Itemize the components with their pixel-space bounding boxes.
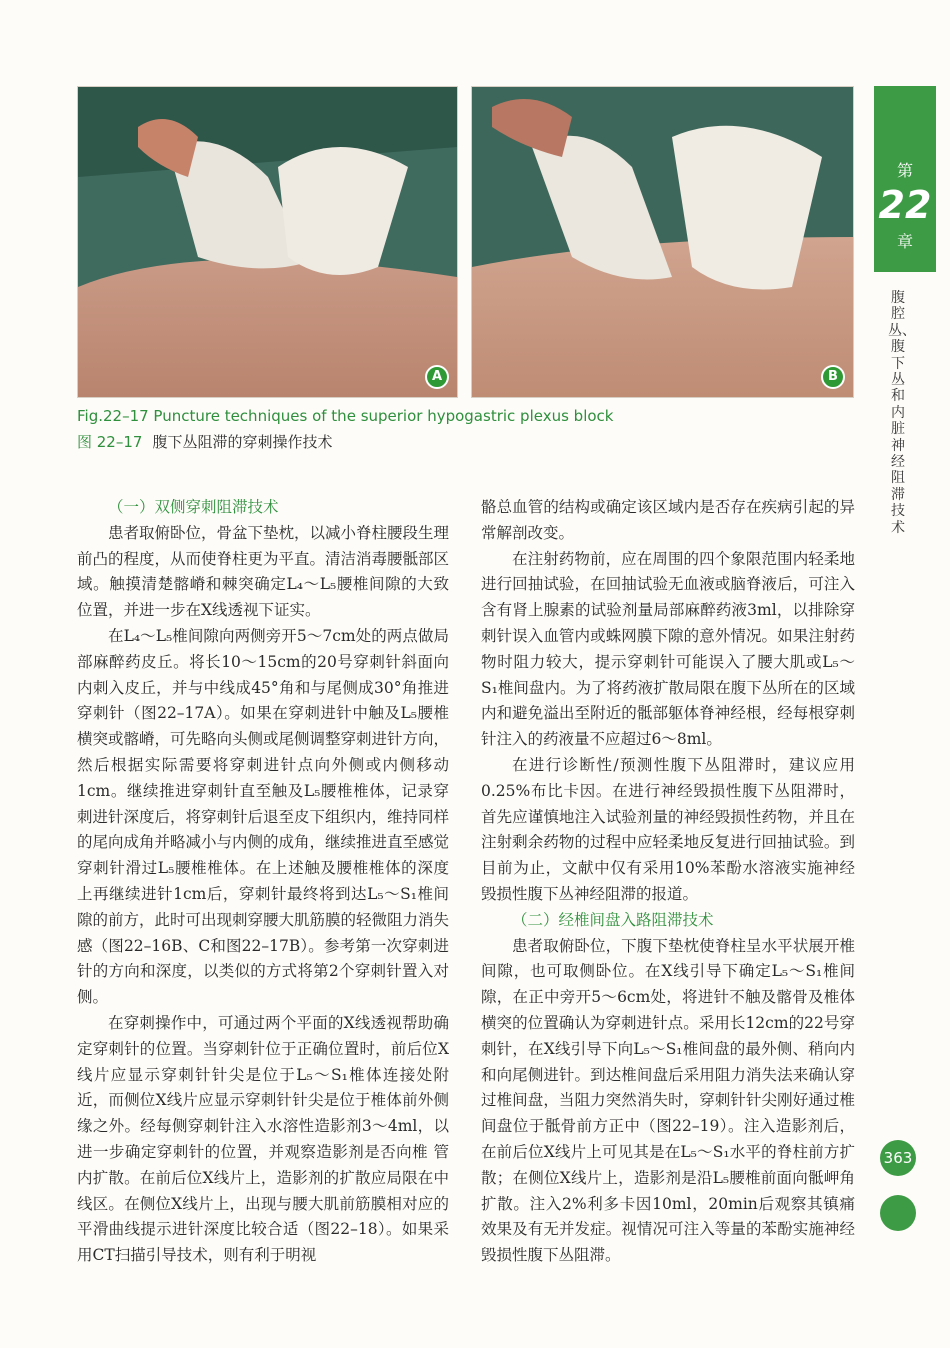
- chapter-tab: [874, 86, 936, 272]
- section-heading-transdiscal: （二）经椎间盘入路阻滞技术: [512, 910, 714, 929]
- chapter-number: 22: [878, 183, 932, 227]
- figure-caption-english: Fig.22–17 Puncture techniques of the superior hypogastric plexus block: [77, 407, 614, 425]
- paragraph-continued: 骼总血管的结构或确定该区域内是否存在疾病引起的异常解剖改变。: [481, 498, 855, 542]
- figure-photo-a: [77, 86, 458, 398]
- chapter-prefix: 第: [896, 161, 913, 180]
- page-number: 363: [880, 1140, 916, 1176]
- figure-photo-b: [471, 86, 854, 398]
- paragraph: 患者取俯卧位，骨盆下垫枕，以减小脊柱腰段生理前凸的程度，从而使脊柱更为平直。清洁消毒腰骶部区域。触摸清楚髂嵴和棘突确定L₄～L₅腰椎间隙的大致位置，并进一步在X线透视下证实。: [77, 523, 450, 620]
- paragraph: 患者取俯卧位，下腹下垫枕使脊柱呈水平状展开椎间隙，也可取侧卧位。在X线引导下确定L₅～S₁椎间隙，在正中旁开5～6cm处，将进针不触及髂骨及椎体横突的位置确认为穿刺进针点。采用长12cm的22号穿刺针，在X线引导下向L₅～S₁椎间盘的最外侧、稍向内和向尾侧进针。到达椎间盘后采用阻力消失法来确认穿过椎间盘，当阻力突然消失时，穿刺针针尖刚好通过椎间盘位于骶骨前方正中（图22–19）。注入造影剂后，在前后位X线片上可见其是在L₅～S₁水平的脊柱前方扩散；在侧位X线片上，造影剂是沿L₅腰椎前面向骶岬角扩散。注入2%利多卡因10ml，20min后观察其镇痛效果及有无并发症。视情况可注入等量的苯酚实施神经毁损性腹下丛阻滞。: [481, 936, 855, 1265]
- photo-a-image: [78, 87, 457, 397]
- photo-b-image: [472, 87, 853, 397]
- section-heading-bilateral: （一）双侧穿刺阻滞技术: [108, 498, 279, 516]
- left-column: [77, 495, 449, 1269]
- paragraph: 在进行诊断性/预测性腹下丛阻滞时，建议应用0.25%布比卡因。在进行神经毁损性腹下丛阻滞时，首先应谨慎地注入试验剂量的神经毁损性药物，并且在注射剩余药物的过程中应轻柔地反复进行回抽试验。到目前为止，文献中仅有采用10%苯酚水溶液实施神经毁损性腹下丛神经阻滞的报道。: [481, 755, 855, 903]
- paragraph: 在注射药物前，应在周围的四个象限范围内轻柔地进行回抽试验，在回抽试验无血液或脑脊液后，可注入含有肾上腺素的试验剂量局部麻醉药液3ml，以排除穿刺针误入血管内或蛛网膜下隙的意外情况。如果注射药物时阻力较大，提示穿刺针可能误入了腰大肌或L₅～S₁椎间盘内。为了将药液扩散局限在腹下丛所在的区域内和避免溢出至附近的骶部躯体脊神经根，经每根穿刺针注入的药液量不应超过6～8ml。: [481, 549, 855, 749]
- figure-caption-chinese: [77, 431, 332, 452]
- decorative-dot: [880, 1195, 916, 1231]
- chapter-suffix: 章: [896, 232, 913, 251]
- figure-number: 图 22–17: [77, 433, 143, 451]
- right-column: [481, 495, 855, 1269]
- panel-b-badge: B: [821, 365, 845, 389]
- paragraph: 在L₄～L₅椎间隙向两侧旁开5～7cm处的两点做局部麻醉药皮丘。将长10～15cm的20号穿刺针斜面向内刺入皮丘，并与中线成45°角和与尾侧成30°角推进穿刺针（图22–17A）。如果在穿刺进针中触及L₅腰椎横突或髂嵴，可先略向头侧或尾侧调整穿刺进针方向，然后根据实际需要将穿刺进针点向外侧或内侧移动1cm。继续推进穿刺针直至触及L₅腰椎椎体，记录穿刺进针深度后，将穿刺针后退至皮下组织内，维持同样的尾向成角并略减小与内侧的成角，继续推进直至感觉穿刺针滑过L₅腰椎椎体。在上述触及腰椎椎体的深度上再继续进针1cm后，穿刺针最终将到达L₅～S₁椎间隙的前方，此时可出现刺穿腰大肌筋膜的轻微阻力消失感（图22–16B、C和图22–17B）。参考第一次穿刺进针的方向和深度，以类似的方式将第2个穿刺针置入对侧。: [77, 626, 450, 1007]
- paragraph: 在穿刺操作中，可通过两个平面的X线透视帮助确定穿刺针的位置。当穿刺针位于正确位置时，前后位X线片应显示穿刺针针尖是位于L₅～S₁椎体连接处附近，而侧位X线片应显示穿刺针针尖是位于椎体前外侧缘之外。经每侧穿刺针注入水溶性造影剂3～4ml，以进一步确定穿刺针的位置，并观察造影剂是否向椎 管内扩散。在前后位X线片上，造影剂的扩散应局限在中线区。在侧位X线片上，出现与腰大肌前筋膜相对应的平滑曲线提示进针深度比较合适（图22–18）。如果采用CT扫描引导技术，则有利于明视: [77, 1013, 449, 1265]
- chapter-title-vertical: 腹腔丛、腹下丛和内脏神经阻滞技术: [888, 290, 916, 536]
- figure-caption-text: 腹下丛阻滞的穿刺操作技术: [152, 433, 333, 451]
- panel-a-badge: A: [425, 365, 449, 389]
